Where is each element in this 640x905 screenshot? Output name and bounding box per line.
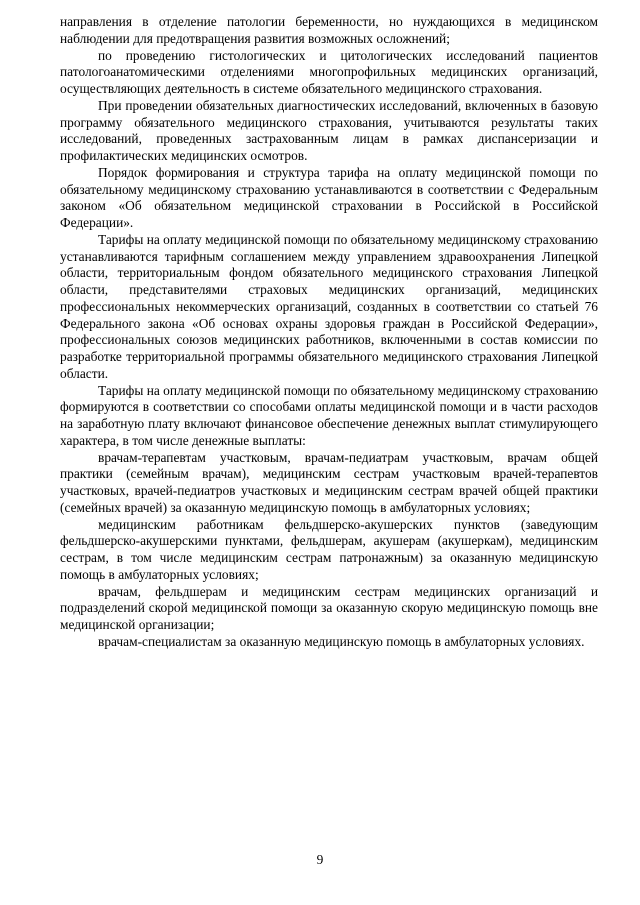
document-page: [60, 14, 598, 651]
paragraph-10: врачам-специалистам за оказанную медицинскую помощь в амбулаторных условиях.: [98, 633, 585, 649]
paragraph-7: врачам-терапевтам участковым, врачам-педиатрам участковым, врачам общей практики (семейным врачам), медицинским сестрам участковым врачей-терапевтов участковых, врачей-педиатров участковых и медицинским сестрам врачей общей практики (семейных врачей) за оказанную медицинскую помощь в амбулаторных условиях;: [60, 449, 598, 515]
paragraph-6: Тарифы на оплату медицинской помощи по обязательному медицинскому страхованию формируются в соответствии со способами оплаты медицинской помощи и в части расходов на заработную плату включают финансовое обеспечение денежных выплат стимулирующего характера, в том числе денежные выплаты:: [60, 382, 598, 448]
paragraph-5: Тарифы на оплату медицинской помощи по обязательному медицинскому страхованию устанавливаются тарифным соглашением между управлением здравоохранения Липецкой области, территориальным фондом обязательного медицинского страхования Липецкой области, представителями страховых медицинских организаций, медицинских профессиональных некоммерческих организаций, созданных в соответствии со статьей 76 Федерального закона «Об основах охраны здоровья граждан в Российской Федерации», профессиональных союзов медицинских работников, включенными в состав комиссии по разработке территориальной программы обязательного медицинского страхования Липецкой области.: [60, 231, 598, 381]
paragraph-3: При проведении обязательных диагностических исследований, включенных в базовую программу обязательного медицинского страхования, учитываются результаты таких исследований, проведенных застрахованным лицам в рамках диспансеризации и профилактических медицинских осмотров.: [60, 97, 598, 163]
paragraph-4: Порядок формирования и структура тарифа на оплату медицинской помощи по обязательному медицинскому страхованию устанавливаются в соответствии с Федеральным законом «Об обязательном медицинской страховании в Российской в Российской Федерации».: [60, 164, 598, 230]
paragraph-1: направления в отделение патологии беременности, но нуждающихся в медицинском наблюдении для предотвращения развития возможных осложнений;: [60, 14, 598, 46]
paragraph-9: врачам, фельдшерам и медицинским сестрам медицинских организаций и подразделений скорой медицинской помощи за оказанную скорую медицинскую помощь вне медицинской организации;: [60, 583, 598, 632]
paragraph-2: по проведению гистологических и цитологических исследований пациентов патологоанатомическими отделениями многопрофильных медицинских организаций, осуществляющих деятельность в системе обязательного медицинского страхования.: [60, 47, 598, 96]
paragraph-8: медицинским работникам фельдшерско-акушерских пунктов (заведующим фельдшерско-акушерскими пунктами, фельдшерам, акушерам (акушеркам), медицинским сестрам, в том числе медицинским сестрам патронажным) за оказанную медицинскую помощь в амбулаторных условиях;: [60, 516, 598, 582]
page-number: 9: [316, 852, 324, 867]
